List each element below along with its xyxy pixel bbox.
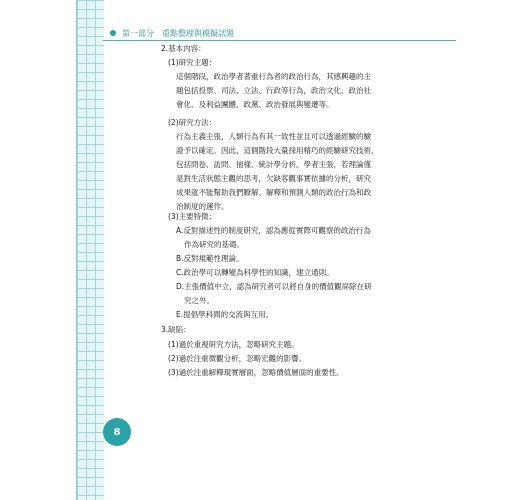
defect-line: (3)過於注重解釋現實層面，忽略價值層面的重要性。: [168, 368, 344, 377]
feature-e-line: E.提倡學科間的交流與互用。: [176, 310, 274, 319]
item-2-heading: (2)研究方法：: [168, 118, 217, 127]
item-3-heading: (3)主要特徵：: [168, 212, 217, 221]
feature-d-line: D.主張價值中立，認為研究者可以將自身的價值觀屏除在研: [176, 282, 372, 291]
section-2-heading: 2.基本內容：: [161, 44, 206, 53]
feature-a-line: 作為研究的基礎。: [184, 240, 244, 249]
feature-b-line: B.反對規範性理論。: [176, 254, 244, 263]
defect-line: (2)過於注重微觀分析，忽略宏觀的影響。: [168, 354, 307, 363]
item-1-line: 這個階段，政治學者著重行為者的政治行為，其感興趣的主: [176, 72, 371, 81]
page-number-badge: [103, 418, 131, 446]
item-2-line: 是對生活狀態主觀的思考，欠缺客觀事實依據的分析，研究: [176, 174, 371, 183]
item-2-line: 證予以確定。因此，這個階段大量採用精巧的經驗研究技術，: [176, 146, 379, 155]
header-rule: [103, 40, 456, 41]
feature-a-line: A.反對描述性的制度研究，認為應從實際可觀察的政治行為: [176, 226, 371, 235]
item-1-heading: (1)研究主題：: [168, 58, 217, 67]
item-2-line: 包括問卷、訪問、抽樣、統計學分析。學者主張，若理論僅: [176, 160, 371, 169]
header-text: 第一部分 重點整理與模擬試題: [122, 28, 234, 38]
feature-d-line: 究之外。: [184, 296, 214, 305]
feature-c-line: C.政治學可以轉變為科學性的知識，建立通則。: [176, 268, 334, 277]
item-2-line: 行為主義主張，人類行為有其一致性並且可以透過經驗的驗: [176, 132, 371, 141]
item-1-line: 會化、及利益團體、政黨、政治發展與變遷等。: [176, 100, 334, 109]
item-2-line: 治制度的運作。: [176, 202, 229, 211]
item-2-line: 成果就不能幫助我們瞭解、解釋和預測人類的政治行為和政: [176, 188, 371, 197]
page-number: 8: [113, 426, 121, 438]
bullet-dot-icon: [110, 30, 116, 36]
defect-line: (1)過於重視研究方法，忽略研究主題。: [168, 340, 299, 349]
section-3-heading: 3.缺陷：: [161, 325, 191, 334]
sidebar-grid-decoration: [76, 0, 104, 500]
item-1-line: 題包括投票、司法、立法、行政等行為，政治文化、政治社: [176, 86, 371, 95]
running-header: [110, 26, 234, 40]
